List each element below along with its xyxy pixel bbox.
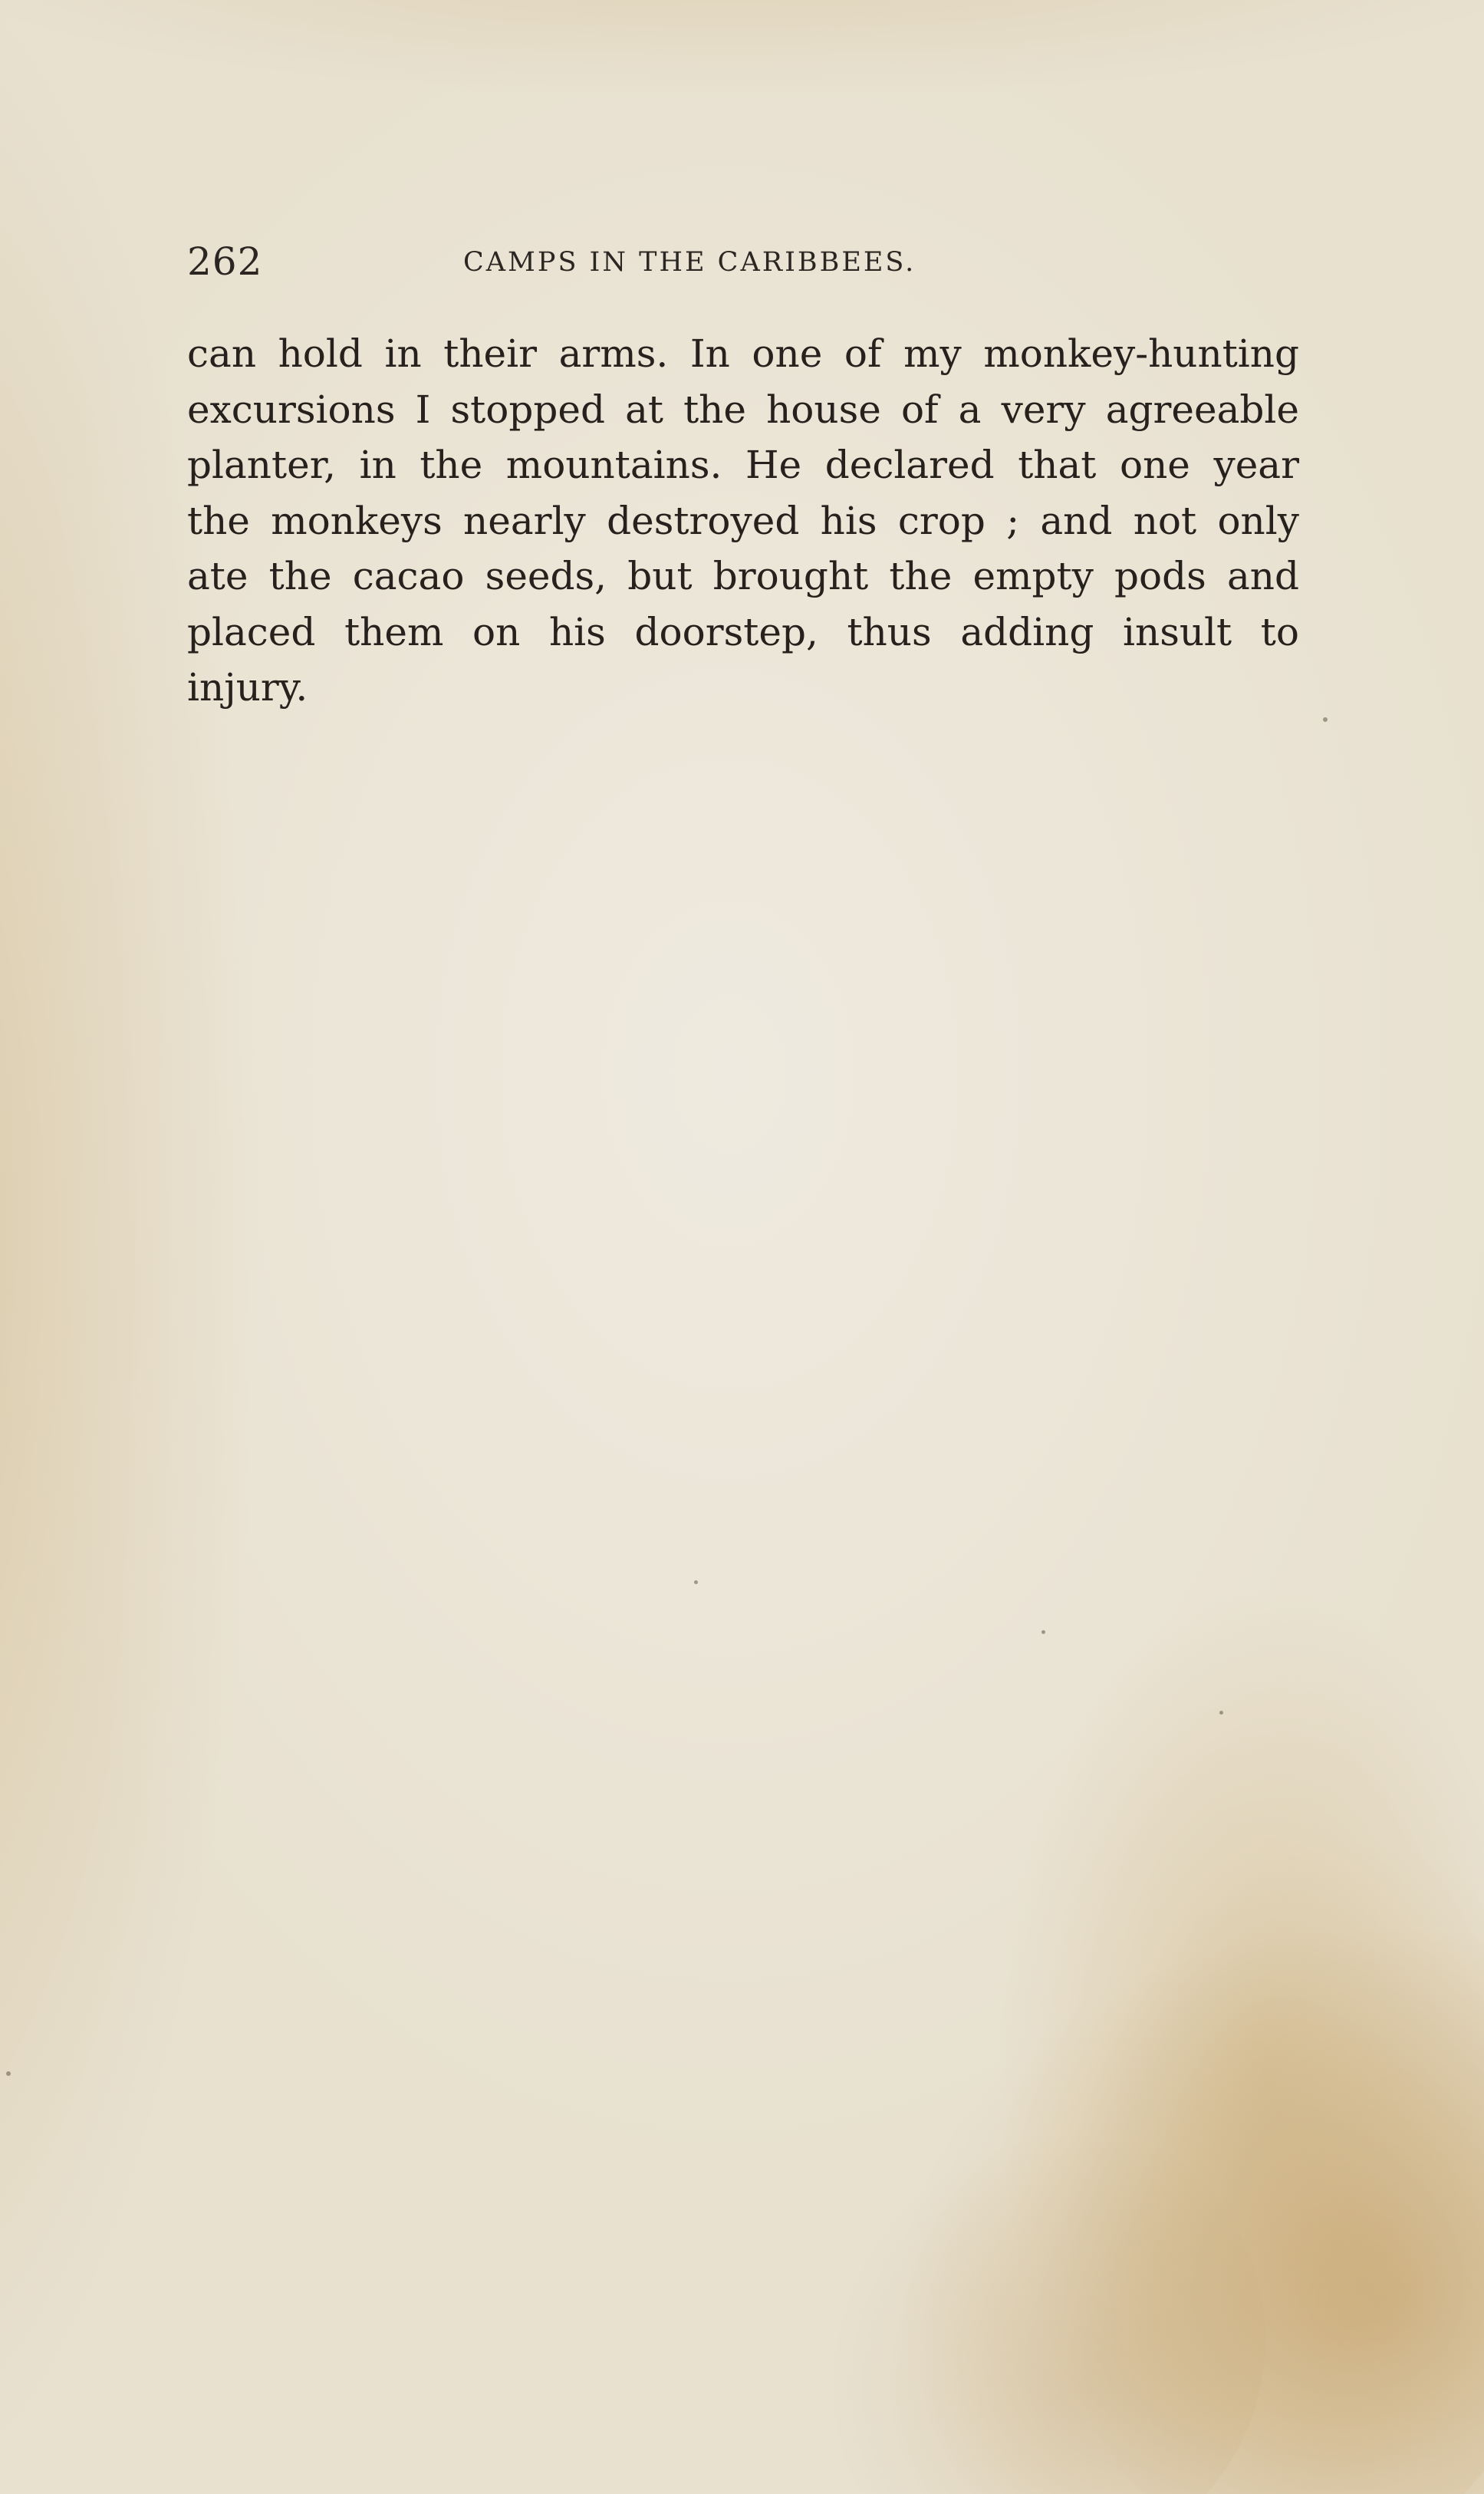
text-line: the monkeys nearly destroyed his crop ; and not only [187,498,1299,543]
text-line: placed them on his doorstep, thus adding insult to [187,609,1299,654]
water-stain [805,2110,1265,2494]
paper-speck [1219,1711,1223,1715]
text-line: ate the cacao seeds, but brought the empty pods and [187,554,1299,598]
running-title: CAMPS IN THE CARIBBEES. [463,247,916,278]
text-line: injury. [187,665,308,710]
paper-speck [6,2071,11,2076]
water-stain [1035,1803,1484,2494]
body-paragraph [187,326,1299,716]
paper-speck [1323,717,1328,722]
running-head [0,230,1484,292]
paper-speck [1041,1630,1045,1634]
page-number: 262 [187,239,263,284]
text-line: can hold in their arms. In one of my monkey-hunting [187,331,1299,376]
text-line: planter, in the mountains. He declared that one year [187,443,1299,487]
paper-speck [694,1580,698,1584]
text-line: excursions I stopped at the house of a very agreeable [187,387,1299,432]
